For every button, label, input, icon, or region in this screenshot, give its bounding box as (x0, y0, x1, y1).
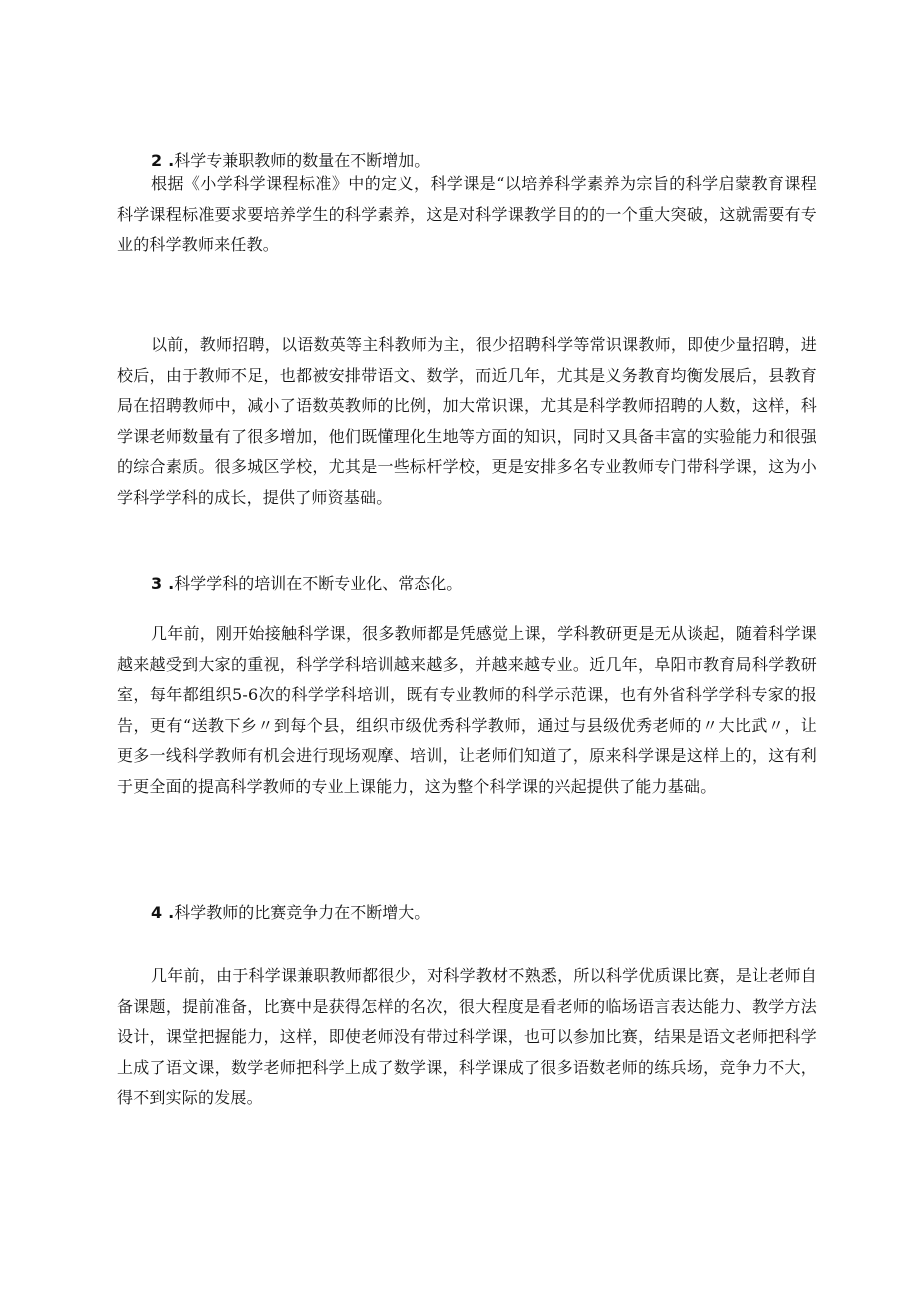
section-heading-4 (151, 901, 430, 925)
paragraph-curriculum-standard: 根据《小学科学课程标准》中的定义，科学课是“以培养科学素养为宗旨的科学启蒙教育课程科学课程标准要求要培养学生的科学素养，这是对科学课教学目的的一个重大突破，这就需要有专业的科学教师来任教。 (117, 174, 817, 254)
section-marker: . (168, 903, 175, 922)
section-heading-3 (151, 572, 462, 596)
paragraph-competition: 几年前，由于科学课兼职教师都很少，对科学教材不熟悉，所以科学优质课比赛，是让老师自备课题，提前准备，比赛中是获得怎样的名次，很大程度是看老师的临场语言表达能力、教学方法设计，课堂把握能力，这样，即使老师没有带过科学课，也可以参加比赛，结果是语文老师把科学上成了语文课，数学老师把科学上成了数学课，科学课成了很多语数老师的练兵场，竞争力不大，得不到实际的发展。 (117, 966, 817, 1107)
section-number: 2 (151, 151, 163, 170)
section-title: 科学专兼职教师的数量在不断增加。 (174, 151, 431, 170)
paragraph-teacher-recruitment: 以前，教师招聘，以语数英等主科教师为主，很少招聘科学等常识课教师，即使少量招聘，进校后，由于教师不足，也都被安排带语文、数学，而近几年，尤其是义务教育均衡发展后，县教育局在招聘教师中，减小了语数英教师的比例，加大常识课，尤其是科学教师招聘的人数，这样，科学课老师数量有了很多增加，他们既懂理化生地等方面的知识，同时又具备丰富的实验能力和很强的综合素质。很多城区学校，尤其是一些标杆学校，更是安排多名专业教师专门带科学课，这为小学科学学科的成长，提供了师资基础。 (117, 335, 817, 507)
section-marker: . (168, 151, 175, 170)
section-title: 科学学科的培训在不断专业化、常态化。 (174, 574, 463, 593)
section-title: 科学教师的比赛竞争力在不断增大。 (174, 903, 431, 922)
section-marker: . (168, 574, 175, 593)
paragraph-training: 几年前，刚开始接触科学课，很多教师都是凭感觉上课，学科教研更是无从谈起，随着科学课越来越受到大家的重视，科学学科培训越来越多，并越来越专业。近几年，阜阳市教育局科学教研室，每年都组织5-6次的科学学科培训，既有专业教师的科学示范课，也有外省科学学科专家的报告，更有“送教下乡〃到每个县，组织市级优秀科学教师，通过与县级优秀老师的〃大比武〃，让更多一线科学教师有机会进行现场观摩、培训，让老师们知道了，原来科学课是这样上的，这有利于更全面的提高科学教师的专业上课能力，这为整个科学课的兴起提供了能力基础。 (117, 624, 817, 796)
section-number: 4 (151, 903, 163, 922)
section-number: 3 (151, 574, 163, 593)
